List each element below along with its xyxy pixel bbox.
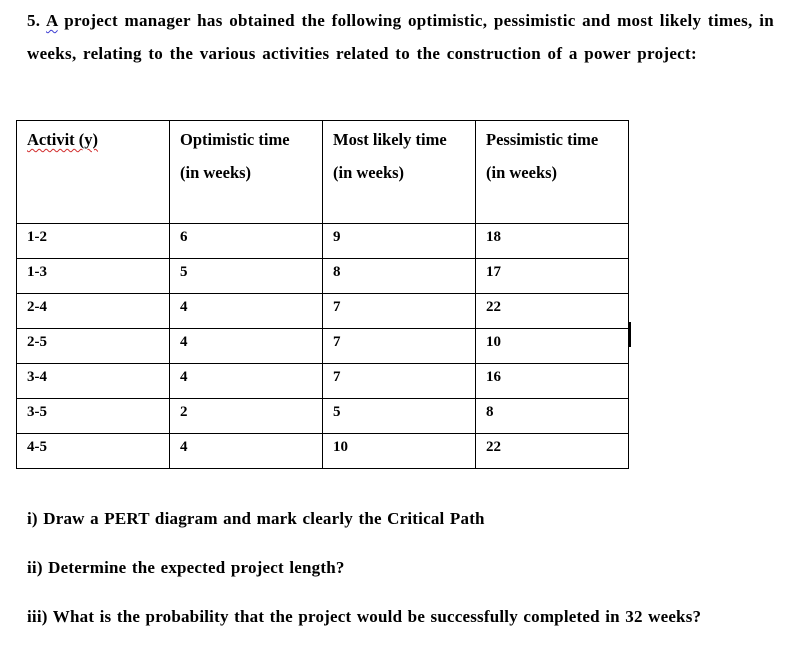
- header-activity: Activit (y): [17, 121, 170, 224]
- cell-optimistic: 4: [170, 364, 323, 399]
- cell-activity: 2-5: [17, 329, 170, 364]
- cell-most-likely: 10: [323, 434, 476, 469]
- table-row: [17, 329, 629, 364]
- cell-activity: 1-2: [17, 224, 170, 259]
- table-header-row: [17, 121, 629, 224]
- cell-pessimistic: 8: [476, 399, 629, 434]
- cell-most-likely: 5: [323, 399, 476, 434]
- activity-time-table: [16, 120, 629, 469]
- cell-pessimistic: 22: [476, 294, 629, 329]
- question-intro: [27, 4, 774, 70]
- table-row: [17, 434, 629, 469]
- cell-most-likely: 7: [323, 329, 476, 364]
- cell-activity: 3-4: [17, 364, 170, 399]
- cell-optimistic: 4: [170, 434, 323, 469]
- table-row: [17, 364, 629, 399]
- header-pessimistic: Pessimistic time (in weeks): [476, 121, 629, 224]
- cell-pessimistic: 10: [476, 329, 629, 364]
- cell-pessimistic: 17: [476, 259, 629, 294]
- cell-most-likely: 7: [323, 294, 476, 329]
- cell-activity: 1-3: [17, 259, 170, 294]
- cell-optimistic: 5: [170, 259, 323, 294]
- text-cursor: [629, 322, 631, 347]
- cell-activity: 3-5: [17, 399, 170, 434]
- cell-optimistic: 4: [170, 294, 323, 329]
- cell-pessimistic: 22: [476, 434, 629, 469]
- cell-most-likely: 9: [323, 224, 476, 259]
- table-row: [17, 259, 629, 294]
- question-part-ii: ii) Determine the expected project length?: [27, 558, 345, 577]
- cell-optimistic: 2: [170, 399, 323, 434]
- cell-optimistic: 4: [170, 329, 323, 364]
- header-optimistic: Optimistic time (in weeks): [170, 121, 323, 224]
- cell-most-likely: 8: [323, 259, 476, 294]
- question-part-i: i) Draw a PERT diagram and mark clearly the Critical Path: [27, 509, 485, 528]
- cell-activity: 2-4: [17, 294, 170, 329]
- cell-most-likely: 7: [323, 364, 476, 399]
- question-intro-text: project manager has obtained the following optimistic, pessimistic and most likely times, in weeks, relating to the various activities related to the construction of a power project:: [27, 11, 774, 63]
- question-article: A: [46, 11, 58, 30]
- cell-pessimistic: 18: [476, 224, 629, 259]
- table-row: [17, 399, 629, 434]
- question-number: 5.: [27, 11, 41, 30]
- header-most-likely: Most likely time (in weeks): [323, 121, 476, 224]
- cell-optimistic: 6: [170, 224, 323, 259]
- cell-activity: 4-5: [17, 434, 170, 469]
- table-row: [17, 224, 629, 259]
- table-row: [17, 294, 629, 329]
- question-part-iii: iii) What is the probability that the project would be successfully completed in 32 weeks?: [27, 607, 702, 626]
- cell-pessimistic: 16: [476, 364, 629, 399]
